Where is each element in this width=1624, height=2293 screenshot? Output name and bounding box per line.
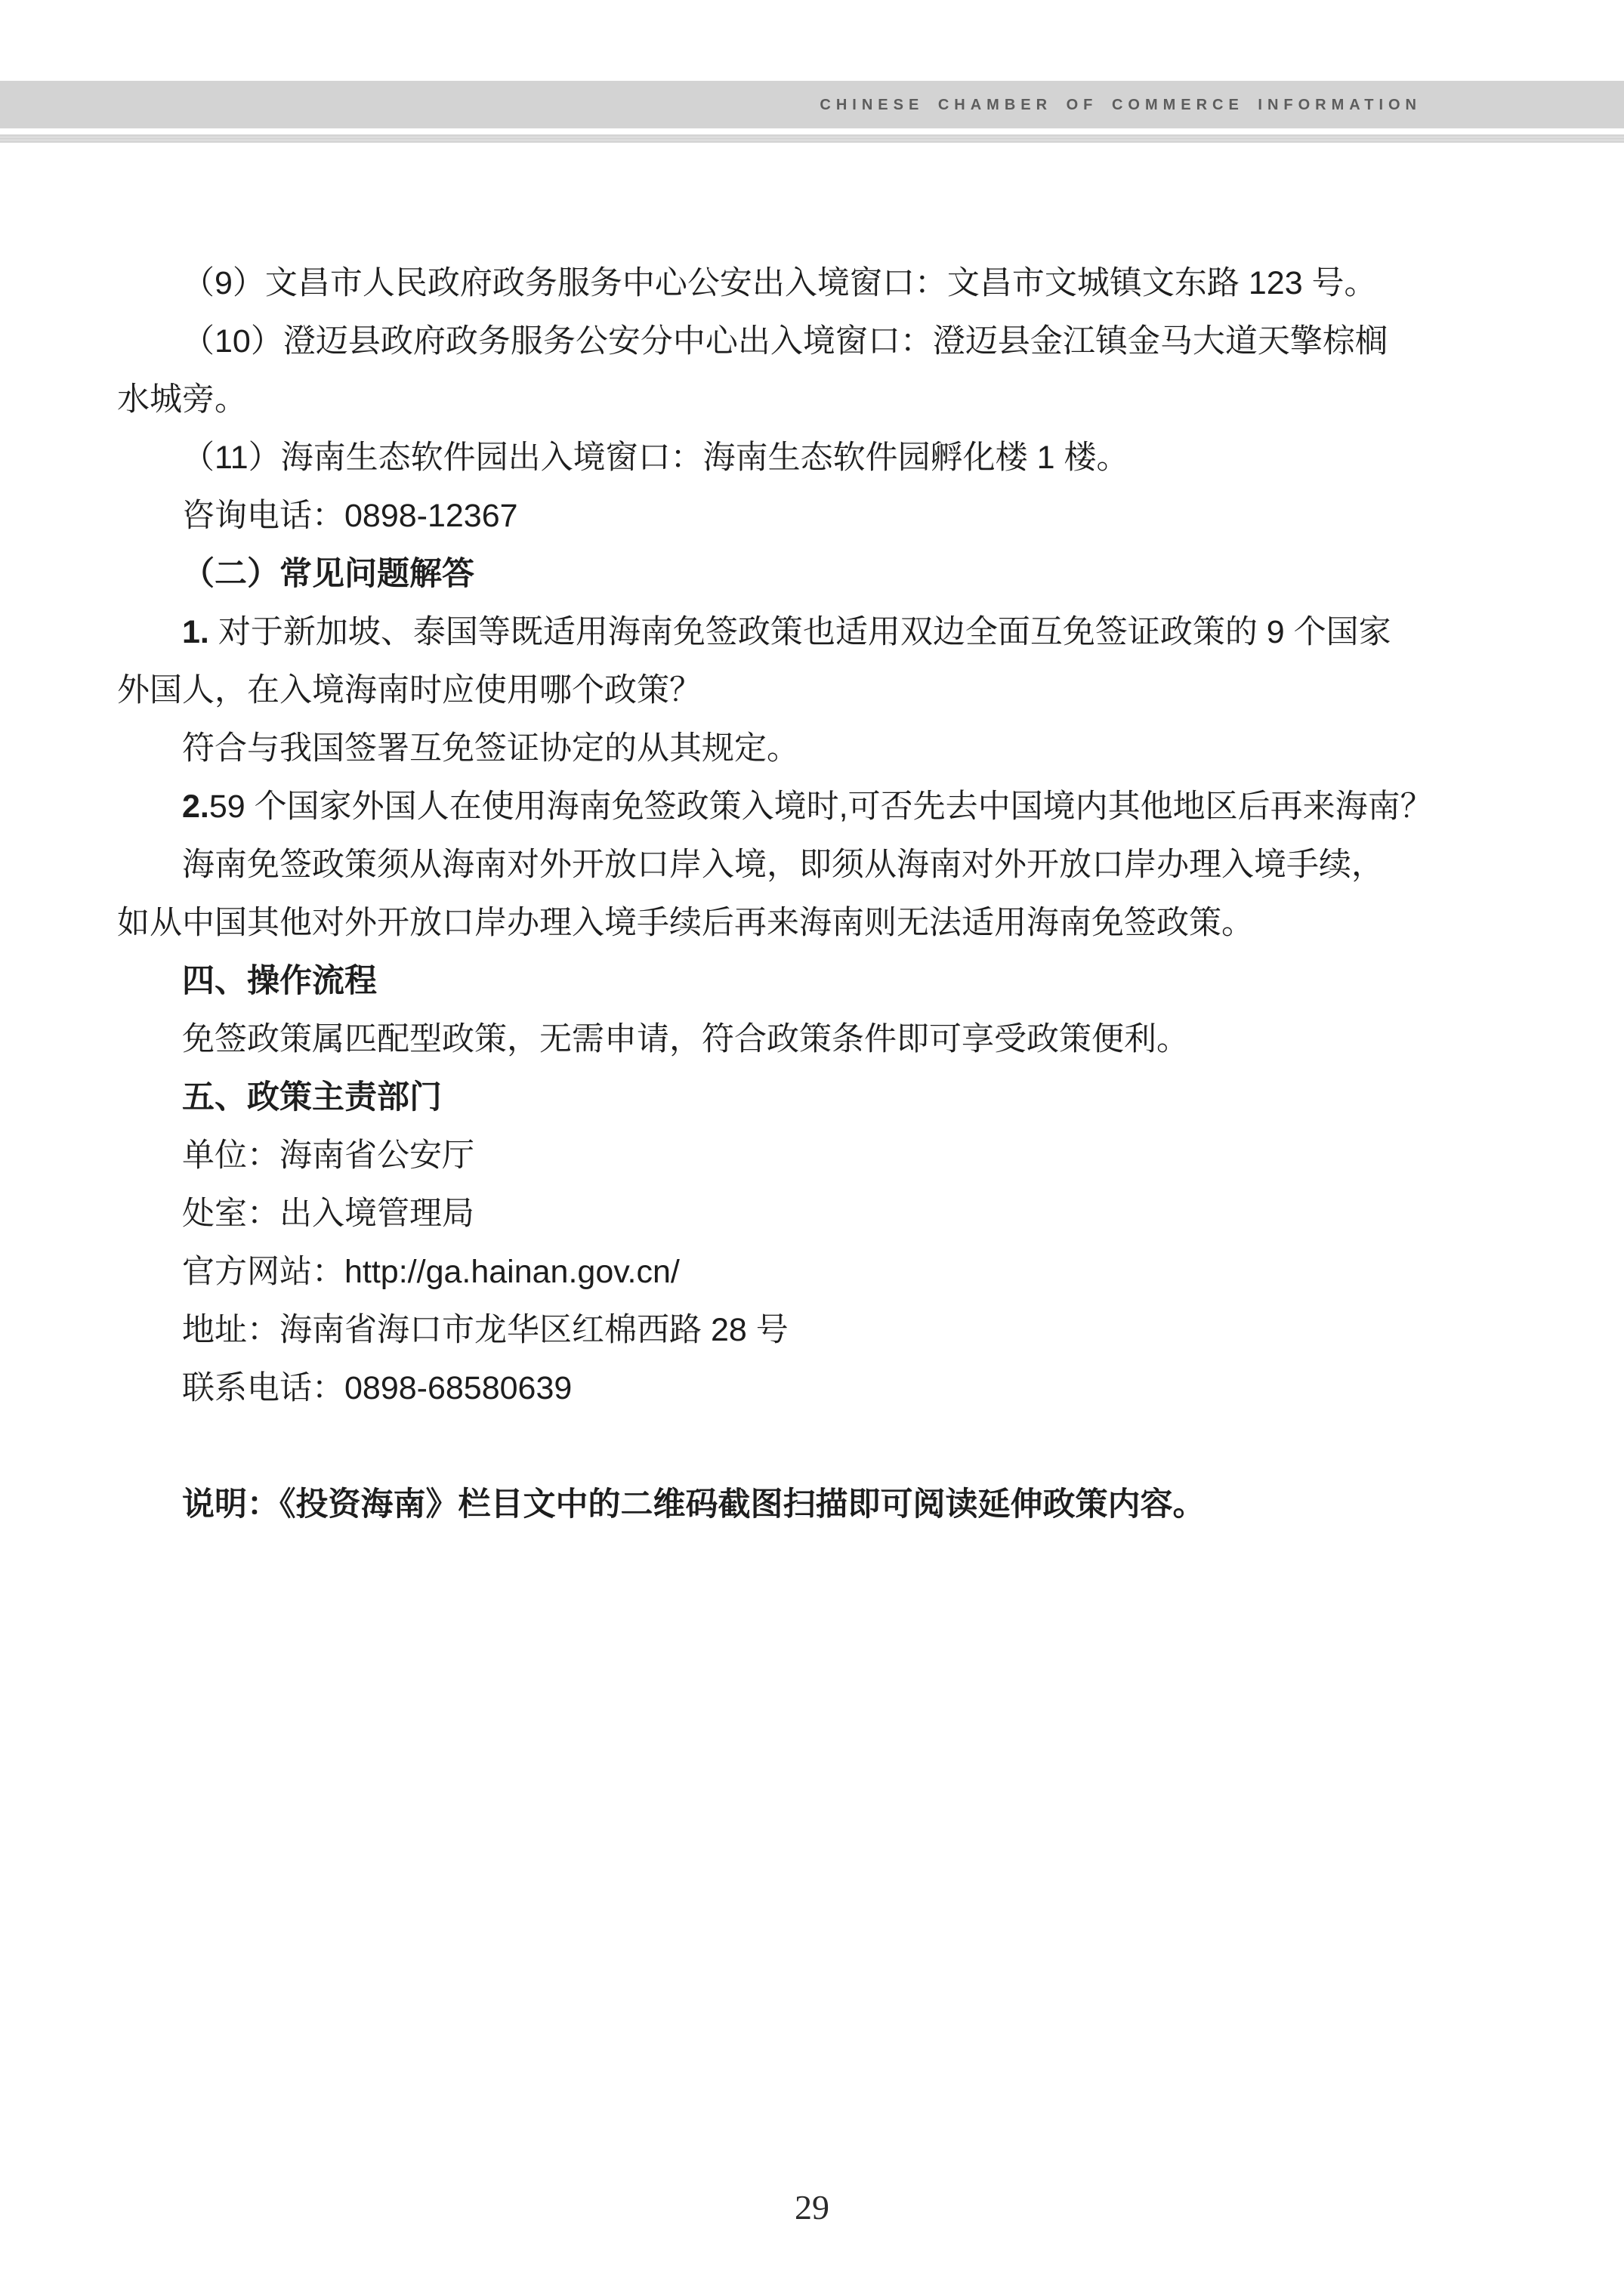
header-title: CHINESE CHAMBER OF COMMERCE INFORMATION <box>820 97 1422 113</box>
text-line: 免签政策属匹配型政策，无需申请，符合政策条件即可享受政策便利。 <box>182 1021 1189 1057</box>
header-stripe-rule <box>0 134 1624 143</box>
document-body <box>117 255 1473 1534</box>
text-line <box>117 603 1473 662</box>
text-line: 地址：海南省海口市龙华区红棉西路 28 号 <box>182 1312 789 1348</box>
text-line: 咨询电话：0898-12367 <box>182 498 518 534</box>
text-line: 联系电话：0898-68580639 <box>182 1370 573 1406</box>
list-number: 1. <box>182 614 209 650</box>
section-heading: （二）常见问题解答 <box>182 556 474 592</box>
text-line-body: 59 个国家外国人在使用海南免签政策入境时,可否先去中国境内其他地区后再来海南？ <box>208 789 1433 825</box>
text-line <box>117 778 1473 836</box>
list-number: 2. <box>182 789 209 825</box>
text-line: 官方网站：http://ga.hainan.gov.cn/ <box>182 1254 680 1290</box>
text-line-body: 对于新加坡、泰国等既适用海南免签政策也适用双边全面互免签证政策的 9 个国家 <box>208 614 1391 650</box>
text-line: 外国人，在入境海南时应使用哪个政策？ <box>117 672 702 708</box>
text-line: 处室：出入境管理局 <box>182 1196 474 1232</box>
blank-line <box>117 1418 1473 1476</box>
section-heading: 五、政策主责部门 <box>182 1079 442 1116</box>
header-band <box>0 81 1624 128</box>
section-heading: 四、操作流程 <box>182 963 377 999</box>
text-line: 如从中国其他对外开放口岸办理入境手续后再来海南则无法适用海南免签政策。 <box>117 905 1254 941</box>
text-line: 海南免签政策须从海南对外开放口岸入境，即须从海南对外开放口岸办理入境手续， <box>182 847 1384 883</box>
text-line: （11）海南生态软件园出入境窗口：海南生态软件园孵化楼 1 楼。 <box>182 440 1129 476</box>
page-number: 29 <box>795 2188 829 2227</box>
text-line: （10）澄迈县政府政务服务公安分中心出入境窗口：澄迈县金江镇金马大道天擎棕榈 <box>182 323 1388 360</box>
note-line: 说明：《投资海南》栏目文中的二维码截图扫描即可阅读延伸政策内容。 <box>182 1486 1206 1523</box>
text-line: 单位：海南省公安厅 <box>182 1137 474 1174</box>
text-line: 水城旁。 <box>117 381 247 418</box>
text-line: （9）文昌市人民政府政务服务中心公安出入境窗口：文昌市文城镇文东路 123 号。 <box>182 265 1377 301</box>
text-line: 符合与我国签署互免签证协定的从其规定。 <box>182 730 799 767</box>
